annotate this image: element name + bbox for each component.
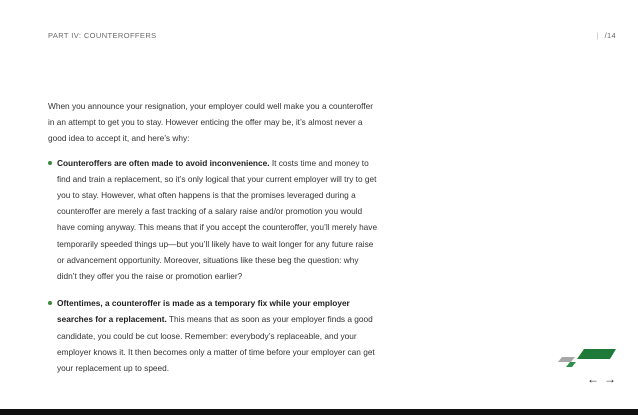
bullet-body: This means that as soon as your employer finds a good candidate, you could be cut loose. Remember: everybody’s replaceable, and your employer knows it. It then becomes only a matter of time before your employer can get your replacement up to speed. — [57, 314, 375, 374]
brand-logo-icon — [556, 349, 618, 367]
intro-paragraph: When you announce your resignation, your employer could well make you a counteroffer in an attempt to get you to stay. However enticing the offer may be, it’s almost never a good idea to accept it, and here’s why: — [48, 101, 373, 144]
bullet-icon — [48, 161, 52, 165]
list-item — [48, 155, 378, 285]
page-navigation — [587, 372, 621, 386]
logo-green-stripe — [577, 349, 616, 359]
bullet-lead: Counteroffers are often made to avoid inconvenience. — [57, 157, 270, 168]
page-separator: | — [596, 31, 599, 40]
bullet-body: It costs time and money to find and train a replacement, so it’s only logical that your current employer will try to get you to stay. However, what often happens is that the promises leveraged during a counteroffer are merely a fast tracking of a salary raise and/or promotion you would have coming anyway. This means that if you accept the counteroffer, you’ll merely have temporarily speeded things up—but you’ll likely have to wait longer for any future raise or advancement opportunity. Moreover, situations like these beg the question: why didn’t they offer you the raise or promotion earlier? — [57, 157, 378, 282]
bullet-list — [48, 155, 378, 377]
section-title: PART IV: COUNTEROFFERS — [48, 31, 157, 40]
list-item — [48, 295, 378, 376]
bullet-icon — [48, 301, 52, 305]
main-content — [48, 98, 378, 387]
logo-small-green-stripe — [566, 362, 576, 367]
prev-arrow-icon[interactable]: ← — [587, 372, 599, 386]
logo-gray-stripe — [558, 357, 575, 362]
page-number — [596, 31, 616, 40]
bottom-bar — [0, 409, 638, 415]
page-number-value: /14 — [604, 31, 616, 40]
bullet-lead: Oftentimes, a counteroffer is made as a temporary fix while your employer searches for a replacement. — [57, 298, 350, 325]
next-arrow-icon[interactable]: → — [604, 372, 616, 386]
